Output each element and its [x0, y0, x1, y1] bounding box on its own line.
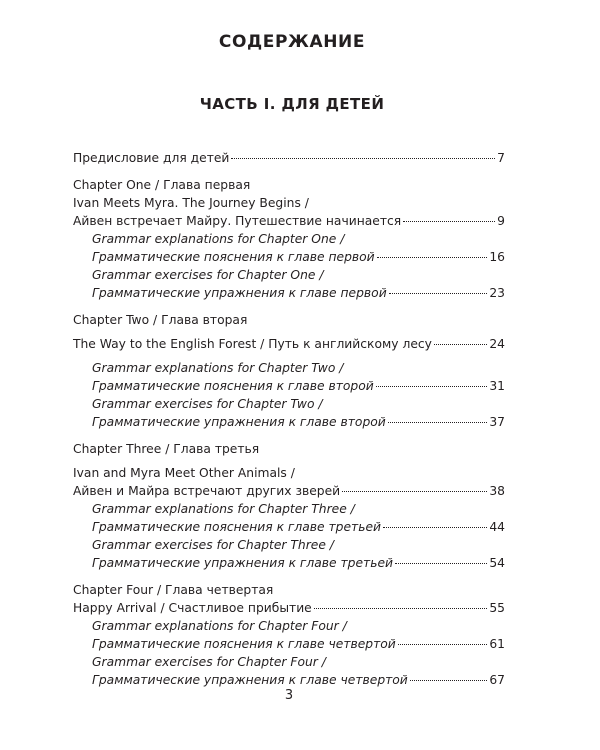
toc-page-number: 38	[489, 484, 505, 498]
toc-subentry-text: Grammar explanations for Chapter Three /	[92, 502, 355, 516]
toc-page-number: 67	[489, 673, 505, 687]
chapter-heading	[73, 311, 505, 329]
toc-entry-chapter-three[interactable]	[73, 482, 505, 500]
toc-subentry-line	[73, 536, 505, 554]
toc-page-number: 31	[489, 379, 505, 393]
toc-subentry-line	[73, 230, 505, 248]
page-title: СОДЕРЖАНИЕ	[218, 32, 366, 52]
toc-subentry-explanations-one[interactable]	[73, 248, 505, 266]
toc-entry-chapter-four[interactable]	[73, 599, 505, 617]
dot-leader	[410, 680, 488, 681]
toc-page-number: 61	[489, 637, 505, 651]
dot-leader	[403, 221, 495, 222]
dot-leader	[434, 344, 487, 345]
toc-subentry-line	[73, 359, 505, 377]
toc-entry-text: Айвен встречает Майру. Путешествие начинается	[73, 214, 402, 228]
toc-subentry-text: Grammar explanations for Chapter Two /	[92, 361, 344, 375]
toc-subentry-text: Грамматические упражнения к главе четвертой	[92, 673, 408, 687]
toc-subentry-explanations-three[interactable]	[73, 518, 505, 536]
toc-subentry-text: Grammar exercises for Chapter Three /	[92, 538, 334, 552]
toc-subentry-text: Грамматические пояснения к главе четвертой	[92, 637, 396, 651]
toc-entry-text: Айвен и Майра встречают других зверей	[73, 484, 341, 498]
toc-subentry-explanations-two[interactable]	[73, 377, 505, 395]
toc-entry-title-line	[73, 464, 505, 482]
toc-subentry-explanations-four[interactable]	[73, 635, 505, 653]
dot-leader	[314, 608, 488, 609]
page-number: 3	[284, 688, 294, 703]
toc-subentry-exercises-three[interactable]	[73, 554, 505, 572]
toc-entry-preface[interactable]	[73, 149, 505, 167]
toc-page-number: 37	[489, 415, 505, 429]
toc-page-number: 7	[497, 151, 505, 165]
toc-subentry-text: Грамматические упражнения к главе третьей	[92, 556, 394, 570]
dot-leader	[388, 422, 488, 423]
toc-subentry-text: Грамматические упражнения к главе второй	[92, 415, 386, 429]
toc-subentry-line	[73, 500, 505, 518]
chapter-heading	[73, 440, 505, 458]
toc-page-number: 24	[489, 337, 505, 351]
chapter-heading-text: Chapter Four / Глава четвертая	[73, 583, 274, 597]
toc-subentry-exercises-one[interactable]	[73, 284, 505, 302]
toc-page-number: 23	[489, 286, 505, 300]
chapter-heading-text: Chapter Two / Глава вторая	[73, 313, 248, 327]
table-of-contents	[73, 149, 505, 689]
toc-subentry-line	[73, 266, 505, 284]
dot-leader	[342, 491, 487, 492]
toc-subentry-line	[73, 395, 505, 413]
toc-entry-text: Предисловие для детей	[73, 151, 230, 165]
toc-subentry-text: Grammar exercises for Chapter One /	[92, 268, 324, 282]
chapter-heading	[73, 581, 505, 599]
toc-subentry-exercises-two[interactable]	[73, 413, 505, 431]
toc-subentry-exercises-four[interactable]	[73, 671, 505, 689]
toc-entry-chapter-one[interactable]	[73, 212, 505, 230]
toc-entry-text: Happy Arrival / Счастливое прибытие	[73, 601, 312, 615]
chapter-heading-text: Chapter Three / Глава третья	[73, 442, 260, 456]
toc-page-number: 55	[489, 601, 505, 615]
dot-leader	[231, 158, 495, 159]
toc-subentry-text: Грамматические пояснения к главе третьей	[92, 520, 382, 534]
toc-entry-text: The Way to the English Forest / Путь к английскому лесу	[73, 337, 432, 351]
toc-entry-title-line	[73, 194, 505, 212]
toc-subentry-text: Грамматические пояснения к главе первой	[92, 250, 375, 264]
dot-leader	[377, 257, 488, 258]
toc-subentry-text: Грамматические пояснения к главе второй	[92, 379, 374, 393]
toc-subentry-text: Grammar exercises for Chapter Two /	[92, 397, 323, 411]
dot-leader	[395, 563, 487, 564]
dot-leader	[389, 293, 488, 294]
toc-subentry-text: Grammar explanations for Chapter Four /	[92, 619, 347, 633]
toc-page-number: 9	[497, 214, 505, 228]
toc-page-number: 54	[489, 556, 505, 570]
toc-page-number: 44	[489, 520, 505, 534]
dot-leader	[376, 386, 488, 387]
dot-leader	[398, 644, 488, 645]
toc-subentry-text: Grammar explanations for Chapter One /	[92, 232, 345, 246]
toc-subentry-text: Grammar exercises for Chapter Four /	[92, 655, 326, 669]
chapter-heading-text: Chapter One / Глава первая	[73, 178, 251, 192]
toc-subentry-text: Грамматические упражнения к главе первой	[92, 286, 387, 300]
toc-entry-chapter-two[interactable]	[73, 335, 505, 353]
chapter-heading	[73, 176, 505, 194]
toc-subentry-line	[73, 653, 505, 671]
toc-entry-text: Ivan Meets Myra. The Journey Begins /	[73, 196, 309, 210]
toc-page-number: 16	[489, 250, 505, 264]
toc-subentry-line	[73, 617, 505, 635]
toc-entry-text: Ivan and Myra Meet Other Animals /	[73, 466, 295, 480]
part-title: ЧАСТЬ I. ДЛЯ ДЕТЕЙ	[199, 95, 385, 113]
dot-leader	[383, 527, 487, 528]
